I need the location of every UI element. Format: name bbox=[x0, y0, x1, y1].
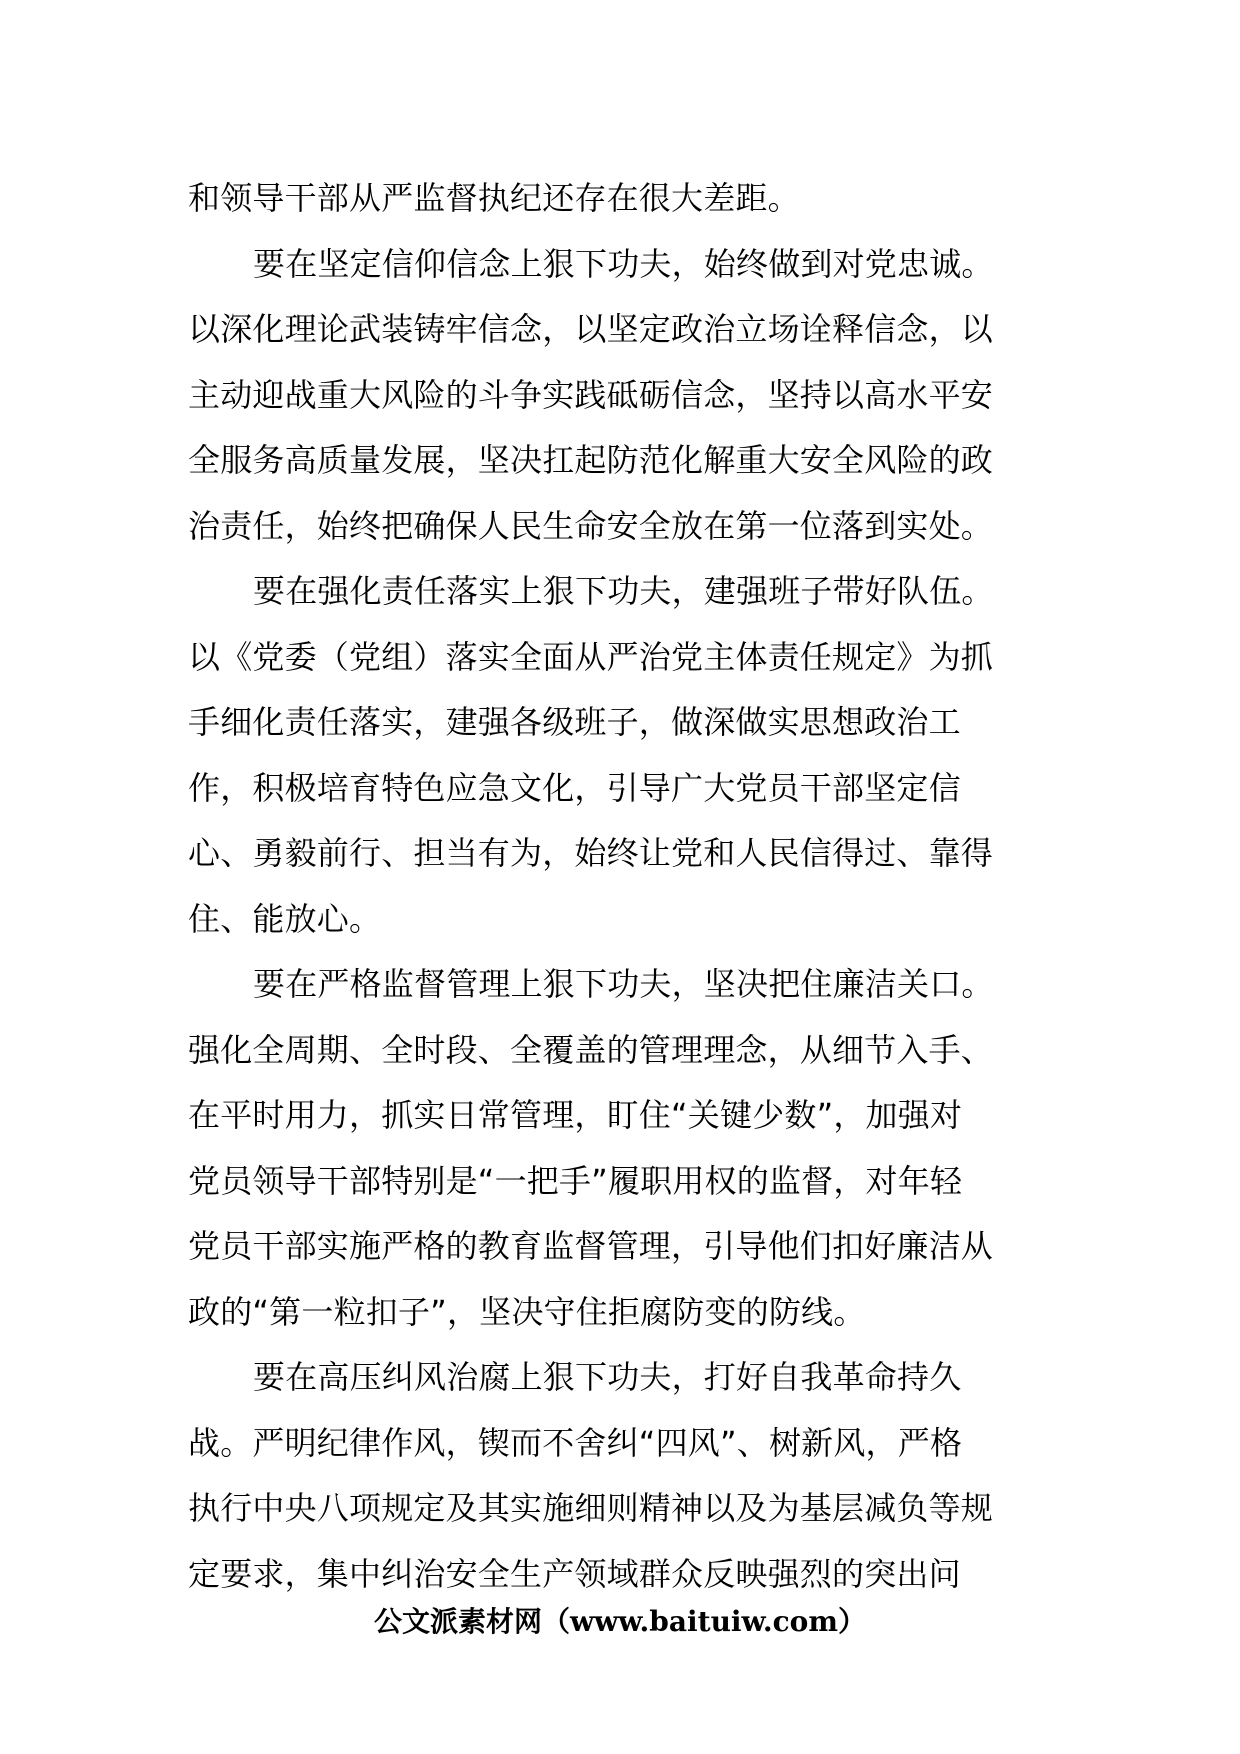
text-line: 在平时用力，抓实日常管理，盯住“关键少数”，加强对 bbox=[188, 1096, 963, 1134]
text-line: 作，积极培育特色应急文化，引导广大党员干部坚定信 bbox=[188, 768, 961, 807]
text-line: 和领导干部从严监督执纪还存在很大差距。 bbox=[188, 179, 800, 217]
body-text bbox=[188, 166, 1060, 1607]
text-line: 以深化理论武装铸牢信念，以坚定政治立场诠释信念，以 bbox=[188, 310, 994, 348]
text-line: 定要求，集中纠治安全生产领域群众反映强烈的突出问 bbox=[188, 1554, 961, 1593]
text-line: 以《党委（党组）落实全面从严治党主体责任规定》为抓 bbox=[188, 637, 994, 676]
paragraph-first-line: 要在强化责任落实上狠下功夫，建强班子带好队伍。 bbox=[253, 572, 994, 610]
text-line: 住、能放心。 bbox=[188, 899, 382, 938]
paragraph-first-line: 要在严格监督管理上狠下功夫，坚决把住廉洁关口。 bbox=[253, 965, 994, 1003]
text-line: 党员干部实施严格的教育监督管理，引导他们扣好廉洁从 bbox=[188, 1227, 994, 1265]
text-line: 执行中央八项规定及其实施细则精神以及为基层减负等规 bbox=[188, 1489, 994, 1527]
text-line: 主动迎战重大风险的斗争实践砥砺信念，坚持以高水平安 bbox=[188, 375, 994, 414]
page-footer: 公文派素材网（www.baituiw.com） bbox=[374, 1605, 866, 1638]
text-line: 政的“第一粒扣子”，坚决守住拒腐防变的防线。 bbox=[188, 1292, 866, 1331]
paragraph-first-line: 要在高压纠风治腐上狠下功夫，打好自我革命持久 bbox=[253, 1358, 962, 1396]
text-line: 党员领导干部特别是“一把手”履职用权的监督，对年轻 bbox=[188, 1161, 963, 1200]
text-line: 强化全周期、全时段、全覆盖的管理理念，从细节入手、 bbox=[188, 1030, 994, 1069]
text-line: 手细化责任落实，建强各级班子，做深做实思想政治工 bbox=[188, 703, 961, 741]
text-line: 战。严明纪律作风，锲而不舍纠“四风”、树新风，严格 bbox=[188, 1423, 963, 1462]
paragraph-first-line: 要在坚定信仰信念上狠下功夫，始终做到对党忠诚。 bbox=[253, 244, 994, 283]
text-line: 治责任，始终把确保人民生命安全放在第一位落到实处。 bbox=[188, 506, 994, 545]
text-line: 全服务高质量发展，坚决扛起防范化解重大安全风险的政 bbox=[188, 441, 994, 479]
text-line: 心、勇毅前行、担当有为，始终让党和人民信得过、靠得 bbox=[188, 834, 994, 872]
